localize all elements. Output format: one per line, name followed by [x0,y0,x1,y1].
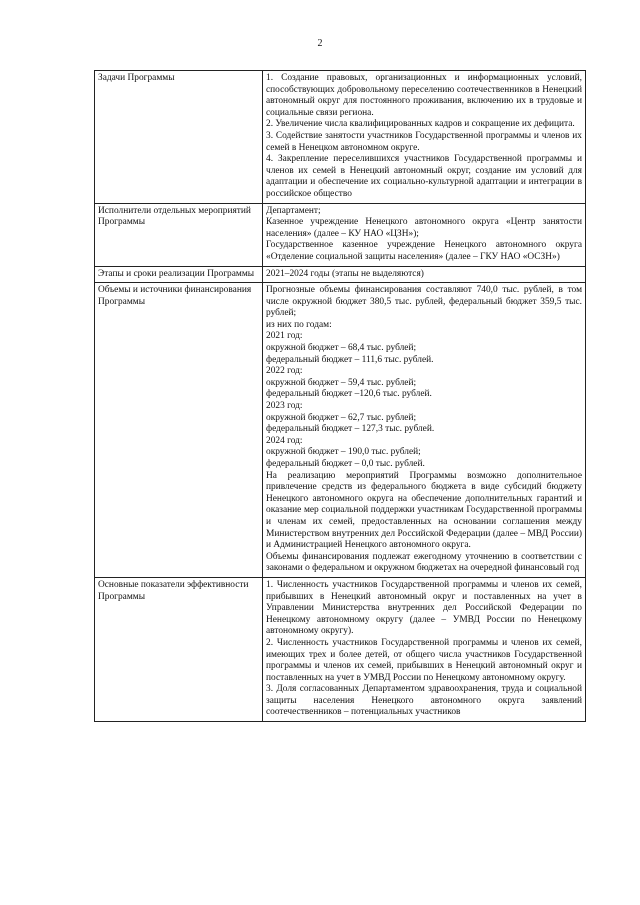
task-item: 3. Содействие занятости участников Государственной программы и членов их семей в Ненецком автономном округе. [266,130,582,153]
tasks-label: Задачи Программы [95,71,263,204]
task-item: 2. Увеличение числа квалифицированных кадров и сокращение их дефицита. [266,119,575,130]
federal-budget: федеральный бюджет –120,6 тыс. рублей. [266,389,432,400]
year-label: 2022 год: [266,366,303,377]
page-number: 2 [317,38,323,49]
row-indicators [95,577,586,721]
financing-intro: Прогнозные объемы финансирования составляют 740,0 тыс. рублей, в том числе окружной бюджет 380,5 тыс. рублей, федеральный бюджет 359,5 тыс. рублей; [266,285,582,319]
regional-budget: окружной бюджет – 59,4 тыс. рублей; [266,377,417,388]
indicator-item: 2. Численность участников Государственной программы и членов их семей, имеющих трех и более детей, от общего числа участников Государственной программы и членов их семей, прибывших в Ненецкий автономный округ и поставленных на учет в УМВД России по Ненецкому автономному округу. [266,637,582,683]
regional-budget: окружной бюджет – 68,4 тыс. рублей; [266,343,417,354]
federal-budget: федеральный бюджет – 0,0 тыс. рублей. [266,459,425,469]
indicators-label: Основные показатели эффективности Программы [95,577,263,721]
task-item: 1. Создание правовых, организационных и информационных условий, способствующих добровольному переселению соотечественников в Ненецкий автономный округ для постоянного проживания, включению их в трудовые и социальные связи региона. [266,73,582,118]
federal-budget: федеральный бюджет – 127,3 тыс. рублей. [266,424,435,435]
task-item: 4. Закрепление переселившихся участников Государственной программы и членов их семей в Ненецкий автономный округ, создание им условий для адаптации и обеспечение их социально-культурной адаптации и интеграции в российское общество [266,154,582,199]
year-label: 2023 год: [266,401,303,412]
executor-item: Казенное учреждение Ненецкого автономного округа «Центр занятости населения» (далее – КУ НАО «ЦЗН»); [266,217,582,239]
tasks-content [263,71,586,204]
executors-content [263,203,586,266]
regional-budget: окружной бюджет – 62,7 тыс. рублей; [266,412,417,423]
row-tasks [95,71,586,204]
year-label: 2024 год: [266,435,303,446]
indicator-item: 1. Численность участников Государственной программы и членов их семей, прибывших в Ненецкий автономный округ и поставленных на учет в Управлении Министерства внутренних дел Российской Федерации по Ненецкому автономному округу (далее – УМВД России по Ненецкому автономному округу). [266,579,582,637]
indicator-item: 3. Доля согласованных Департаментом здравоохранения, труда и социальной защиты населения Ненецкого автономного округа заявлений соотечественников – потенциальных участников [266,684,582,718]
indicators-content [263,577,586,721]
row-stages [95,266,586,283]
federal-budget: федеральный бюджет – 111,6 тыс. рублей. [266,354,434,365]
executor-item: Государственное казенное учреждение Ненецкого автономного округа «Отделение социальной защиты населения» (далее – ГКУ НАО «ОСЗН») [266,240,582,262]
financing-by-years: из них по годам: [266,319,332,330]
financing-content [263,283,586,578]
stages-content: 2021–2024 годы (этапы не выделяются) [263,266,586,283]
executor-item: Департамент; [266,205,321,216]
stages-label: Этапы и сроки реализации Программы [95,266,263,283]
row-financing [95,283,586,578]
year-label: 2021 год: [266,331,303,342]
regional-budget: окружной бюджет – 190,0 тыс. рублей; [266,447,421,458]
program-passport-table [94,70,586,722]
financing-label: Объемы и источники финансирования Программы [95,283,263,578]
row-executors [95,203,586,266]
executors-label: Исполнители отдельных мероприятий Программы [95,203,263,266]
financing-note: Объемы финансирования подлежат ежегодному уточнению в соответствии с законами о федеральном и окружном бюджетах на очередной финансовый год [266,551,582,574]
financing-note: На реализацию мероприятий Программы возможно дополнительное привлечение средств из федерального бюджета в виде субсидий бюджету Ненецкого автономного округа на обеспечение дополнительных гарантий и оказание мер социальной поддержки участникам Государственной программы и членам их семей, предоставленных на основании соглашения между Министерством внутренних дел Российской Федерации (далее – МВД России) и Администрацией Ненецкого автономного округа. [266,470,582,551]
